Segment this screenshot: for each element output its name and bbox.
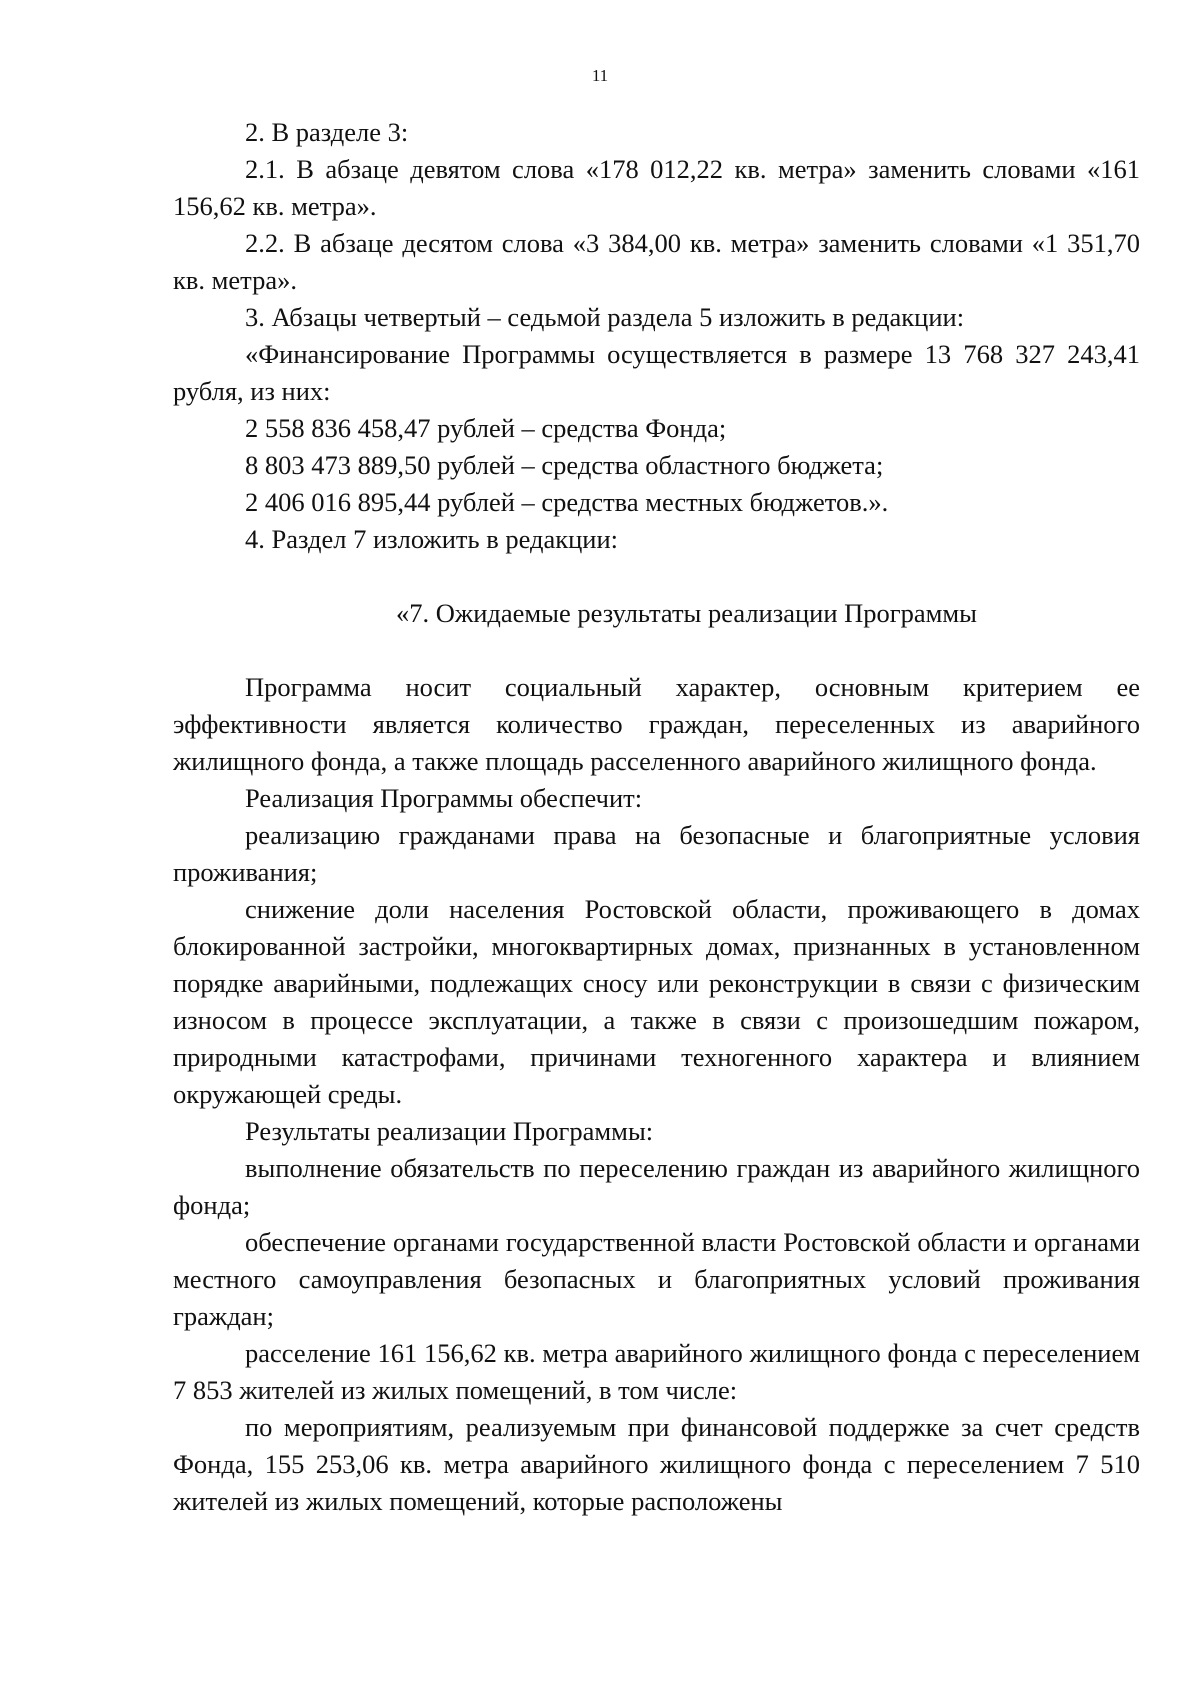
paragraph: 2.1. В абзаце девятом слова «178 012,22 кв. метра» заменить словами «161 156,62 кв. метра». xyxy=(173,154,1140,221)
paragraph: расселение 161 156,62 кв. метра аварийного жилищного фонда с переселением 7 853 жителей из жилых помещений, в том числе: xyxy=(173,1338,1140,1405)
paragraph: Программа носит социальный характер, основным критерием ее эффективности является количество граждан, переселенных из аварийного жилищного фонда, а также площадь расселенного аварийного жилищного фонда. xyxy=(173,672,1140,776)
paragraph: реализацию гражданами права на безопасные и благоприятные условия проживания; xyxy=(173,820,1140,887)
document-body xyxy=(173,114,1140,1520)
paragraph: 3. Абзацы четвертый – седьмой раздела 5 изложить в редакции: xyxy=(245,302,965,332)
paragraph: 2 406 016 895,44 рублей – средства местных бюджетов.». xyxy=(245,487,889,517)
paragraph: 8 803 473 889,50 рублей – средства областного бюджета; xyxy=(245,450,884,480)
paragraph: Реализация Программы обеспечит: xyxy=(245,783,643,813)
paragraph: 2. В разделе 3: xyxy=(245,117,409,147)
paragraph: выполнение обязательств по переселению граждан из аварийного жилищного фонда; xyxy=(173,1153,1140,1220)
paragraph: 2 558 836 458,47 рублей – средства Фонда; xyxy=(245,413,727,443)
paragraph: Результаты реализации Программы: xyxy=(245,1116,654,1146)
paragraph: 2.2. В абзаце десятом слова «3 384,00 кв. метра» заменить словами «1 351,70 кв. метра». xyxy=(173,228,1140,295)
paragraph: обеспечение органами государственной власти Ростовской области и органами местного самоуправления безопасных и благоприятных условий проживания граждан; xyxy=(173,1227,1140,1331)
page-number: 11 xyxy=(591,66,609,85)
spacer xyxy=(173,558,1140,595)
paragraph: «Финансирование Программы осуществляется в размере 13 768 327 243,41 рубля, из них: xyxy=(173,339,1140,406)
paragraph: по мероприятиям, реализуемым при финансовой поддержке за счет средств Фонда, 155 253,06 кв. метра аварийного жилищного фонда с переселением 7 510 жителей из жилых помещений, которые расположены xyxy=(173,1412,1140,1516)
section-heading: «7. Ожидаемые результаты реализации Программы xyxy=(396,598,977,628)
spacer xyxy=(173,632,1140,669)
paragraph: 4. Раздел 7 изложить в редакции: xyxy=(245,524,619,554)
paragraph: снижение доли населения Ростовской области, проживающего в домах блокированной застройки, многоквартирных домах, признанных в установленном порядке аварийными, подлежащих сносу или реконструкции в связи с физическим износом в процессе эксплуатации, а также в связи с произошедшим пожаром, природными катастрофами, причинами техногенного характера и влиянием окружающей среды. xyxy=(173,894,1140,1109)
